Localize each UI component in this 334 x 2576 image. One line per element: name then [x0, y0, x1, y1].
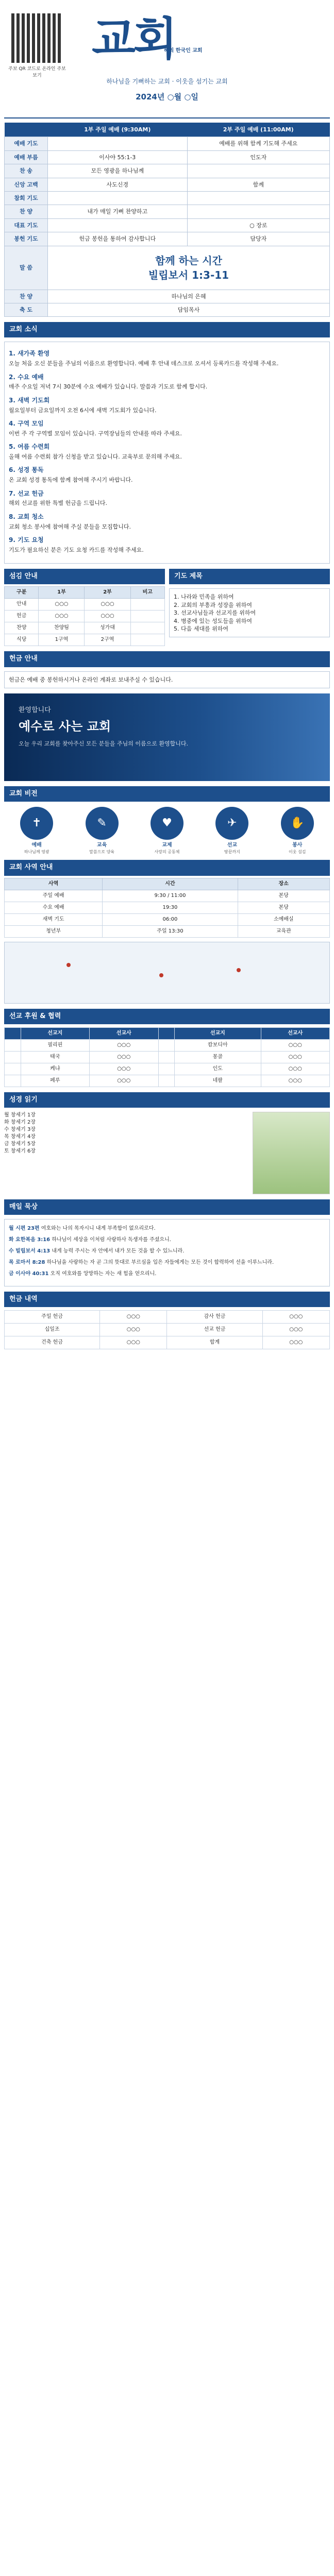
- news-body: 기도가 필요하신 분은 기도 요청 카드를 작성해 주세요.: [9, 546, 144, 553]
- table-cell: 안내: [5, 599, 39, 611]
- bible-reading-item: 목 창세기 4장: [4, 1133, 36, 1140]
- table-cell: 수요 예배: [5, 902, 103, 913]
- worship-item-1: 내가 매일 기뻐 찬양하고: [48, 205, 188, 218]
- table-cell: 페루: [21, 1075, 89, 1087]
- column-header: 사역: [5, 878, 103, 890]
- ministry-table: [4, 878, 330, 938]
- worship-item-2: [187, 205, 329, 218]
- column-header: 선교사: [90, 1027, 158, 1039]
- table-header: [5, 587, 165, 599]
- worship-item-1: [48, 137, 188, 150]
- table-cell: ○○○: [90, 1075, 158, 1087]
- worship-order-table: 1부 주일 예배 (9:30AM) 2부 주일 예배 (11:00AM) 예배 기도 예배를 위해 함께 기도해 주세요 예배 부름 이사야 55:1-3 인도자 찬 송 모든 영광을 하나님께 신앙 고백 사도신경 함께 참회 기도 찬 양 내가 매일 기뻐 찬양하고 대표 기도 ○ 장로 봉헌 기도 헌금 봉헌을 통하여 감사합니다 담당자 말 씀 함께 하는 시간 빌립보서 1:3-11 찬 양 하나님의 은혜 축 도 담임목사: [4, 123, 330, 317]
- table-cell: 합계: [167, 1336, 262, 1349]
- service1-header: 1부 주일 예배 (9:30AM): [48, 123, 188, 137]
- table-cell: ○○○: [261, 1039, 330, 1051]
- worship-row: [5, 137, 330, 150]
- worship-item-2: 담당자: [187, 232, 329, 246]
- worship-item-2: [187, 164, 329, 178]
- table-row: [5, 634, 165, 646]
- worship-item-2: 인도자: [187, 150, 329, 164]
- column-header: 2부: [85, 587, 130, 599]
- news-item: [9, 536, 325, 554]
- news-heading: 1. 새가족 환영: [9, 350, 50, 358]
- table-cell: 교육관: [238, 925, 329, 937]
- news-heading: 9. 기도 요청: [9, 536, 44, 544]
- table-row: [5, 1063, 330, 1075]
- worship-item-label: 신앙 고백: [5, 178, 48, 191]
- table-cell: ○○○: [261, 1063, 330, 1075]
- news-item: [9, 466, 325, 484]
- bible-image: [253, 1112, 330, 1194]
- worship-item-label: 대표 기도: [5, 218, 48, 232]
- table-cell: 9:30 / 11:00: [103, 890, 238, 902]
- table-cell: ○○○: [90, 1063, 158, 1075]
- header: [4, 0, 330, 118]
- worship-item-2: 예배를 위해 함께 기도해 주세요: [187, 137, 329, 150]
- serve-title: 섬김 안내: [4, 569, 165, 584]
- vision-list: [4, 807, 330, 855]
- news-item: [9, 513, 325, 531]
- worship-item-label: 찬 송: [5, 164, 48, 178]
- map-pin-icon: [237, 968, 241, 972]
- table-cell: [158, 1051, 175, 1063]
- table-cell: 19:30: [103, 902, 238, 913]
- table-cell: 본당: [238, 902, 329, 913]
- table-cell: 새벽 기도: [5, 913, 103, 925]
- table-cell: 헌금: [5, 611, 39, 622]
- worship-row: [5, 150, 330, 164]
- table-cell: 식당: [5, 634, 39, 646]
- serve-table: [4, 586, 165, 646]
- table-cell: ○○○: [90, 1051, 158, 1063]
- finance-title: 헌금 내역: [4, 1292, 330, 1307]
- table-cell: 케냐: [21, 1063, 89, 1075]
- vision-desc: 말씀으로 양육: [89, 850, 115, 855]
- vision-title: 교회 비전: [4, 786, 330, 802]
- table-cell: 찬양팀: [39, 622, 85, 634]
- bible-reading-list: [4, 1112, 247, 1194]
- prayer-item: 5. 다음 세대를 위하여: [174, 625, 228, 632]
- prayer-item: 2. 교회의 부흥과 성장을 위하여: [174, 601, 252, 608]
- bible-reading-item: 수 창세기 3장: [4, 1126, 36, 1132]
- vision-desc: 이웃 섬김: [289, 850, 306, 855]
- table-cell: 필리핀: [21, 1039, 89, 1051]
- worship-item-2: ○ 장로: [187, 218, 329, 232]
- table-cell: [5, 1075, 21, 1087]
- news-body: 이번 주 각 구역별 모임이 있습니다. 구역장님들의 안내를 따라 주세요.: [9, 430, 182, 437]
- vision-title: 봉사: [292, 842, 303, 849]
- table-cell: 십일조: [5, 1324, 100, 1336]
- table-row: [5, 1311, 330, 1324]
- service2-header: 2부 주일 예배 (11:00AM): [187, 123, 329, 137]
- table-cell: ○○○: [39, 611, 85, 622]
- news-item: [9, 443, 325, 461]
- news-body: 월요일부터 금요일까지 오전 6시에 새벽 기도회가 있습니다.: [9, 406, 157, 414]
- table-cell: 06:00: [103, 913, 238, 925]
- table-cell: [5, 1063, 21, 1075]
- news-heading: 4. 구역 모임: [9, 420, 44, 428]
- table-row: [5, 890, 330, 902]
- table-row: [5, 902, 330, 913]
- bible-reading-item: 월 창세기 1장: [4, 1112, 36, 1118]
- news-heading: 7. 선교 헌금: [9, 489, 44, 497]
- prayer-item: 3. 선교사님들과 선교지를 위하여: [174, 609, 256, 617]
- worship-item-1: 모든 영광을 하나님께: [48, 164, 188, 178]
- table-cell: ○○○: [100, 1311, 167, 1324]
- vision-desc: 하나님께 영광: [24, 850, 49, 855]
- vision-item: [13, 807, 60, 855]
- column-header: 구분: [5, 587, 39, 599]
- news-item: [9, 373, 325, 391]
- vision-desc: 땅끝까지: [224, 850, 240, 855]
- vision-item: [78, 807, 126, 855]
- table-row: [5, 622, 165, 634]
- worship-row: [5, 232, 330, 246]
- table-cell: 선교 헌금: [167, 1324, 262, 1336]
- column-header: [5, 1027, 21, 1039]
- news-body: 매주 수요일 저녁 7시 30분에 수요 예배가 있습니다. 말씀과 기도로 함께 합시다.: [9, 383, 208, 391]
- column-header: 선교사: [261, 1027, 330, 1039]
- column-header: 시간: [103, 878, 238, 890]
- table-header: [5, 1027, 330, 1039]
- vision-title: 교육: [96, 842, 107, 849]
- table-cell: ○○○: [262, 1336, 329, 1349]
- sermon-label: 말 씀: [5, 246, 48, 290]
- table-cell: ○○○: [39, 599, 85, 611]
- news-item: [9, 419, 325, 437]
- table-cell: 2구역: [85, 634, 130, 646]
- table-cell: ○○○: [100, 1336, 167, 1349]
- table-header: [5, 878, 330, 890]
- qt-title: 매일 묵상: [4, 1199, 330, 1215]
- vision-icon: ✈: [215, 807, 248, 840]
- table-cell: 주일 예배: [5, 890, 103, 902]
- column-header: 비고: [130, 587, 164, 599]
- offering-text: 헌금은 예배 중 봉헌하시거나 온라인 계좌로 보내주실 수 있습니다.: [4, 671, 330, 688]
- vision-icon: ✋: [281, 807, 314, 840]
- vision-item: [143, 807, 191, 855]
- worship-item-1: 이사야 55:1-3: [48, 150, 188, 164]
- news-body: 교회 청소 봉사에 참여해 주실 분들을 모집합니다.: [9, 523, 131, 530]
- vision-item: [208, 807, 256, 855]
- news-item: [9, 396, 325, 414]
- table-cell: ○○○: [261, 1075, 330, 1087]
- worship-item-2: [187, 191, 329, 205]
- ministry-title: 교회 사역 안내: [4, 860, 330, 875]
- table-row: [5, 599, 165, 611]
- news-heading: 6. 성경 통독: [9, 466, 44, 474]
- vision-icon: ✝: [20, 807, 53, 840]
- table-row: [5, 913, 330, 925]
- worship-row: [5, 178, 330, 191]
- table-cell: [130, 599, 164, 611]
- church-motto: 하나님을 기뻐하는 교회 · 이웃을 섬기는 교회: [106, 78, 228, 85]
- bible-reading-item: 토 창세기 6장: [4, 1148, 36, 1154]
- table-cell: 태국: [21, 1051, 89, 1063]
- qt-item: 화 요한복음 3:16 하나님이 세상을 이처럼 사랑하사 독생자를 주셨으니.: [9, 1237, 171, 1243]
- table-cell: ○○○: [85, 599, 130, 611]
- table-cell: [158, 1075, 175, 1087]
- bulletin-date: 2024년 ○월 ○일: [136, 92, 198, 101]
- qt-ref: 화 요한복음 3:16: [9, 1237, 51, 1243]
- bible-reading-item: 금 창세기 5장: [4, 1141, 36, 1147]
- table-cell: 찬양: [5, 622, 39, 634]
- table-cell: 주일 헌금: [5, 1311, 100, 1324]
- table-cell: 본당: [238, 890, 329, 902]
- table-row: [5, 1051, 330, 1063]
- column-header: 선교지: [175, 1027, 261, 1039]
- sermon-title: 함께 하는 시간 빌립보서 1:3-11: [48, 246, 330, 290]
- offering-title: 헌금 안내: [4, 651, 330, 667]
- qt-ref: 금 이사야 40:31: [9, 1271, 49, 1277]
- news-heading: 2. 수요 예배: [9, 373, 44, 381]
- news-heading: 5. 여름 수련회: [9, 443, 50, 451]
- table-cell: 인도: [175, 1063, 261, 1075]
- table-cell: 네팔: [175, 1075, 261, 1087]
- missions-table: [4, 1027, 330, 1087]
- table-cell: [158, 1063, 175, 1075]
- worship-item-label: 봉헌 기도: [5, 232, 48, 246]
- finance-table: [4, 1310, 330, 1349]
- table-cell: 성가대: [85, 622, 130, 634]
- vision-icon: ✎: [86, 807, 119, 840]
- table-cell: 감사 헌금: [167, 1311, 262, 1324]
- map-pin-icon: [66, 963, 71, 967]
- table-cell: [158, 1039, 175, 1051]
- table-cell: 1구역: [39, 634, 85, 646]
- qt-item: 월 시편 23편 여호와는 나의 목자시니 내게 부족함이 없으리로다.: [9, 1226, 156, 1232]
- worship-row: [5, 218, 330, 232]
- prayer-list: [169, 588, 330, 637]
- table-cell: [5, 1039, 21, 1051]
- worship-row: [5, 164, 330, 178]
- news-body: 오늘 처음 오신 분들을 주님의 이름으로 환영합니다. 예배 후 안내 데스크로 오셔서 등록카드를 작성해 주세요.: [9, 360, 279, 367]
- table-cell: 캄보디아: [175, 1039, 261, 1051]
- table-cell: ○○○: [262, 1324, 329, 1336]
- vision-desc: 사랑의 공동체: [154, 850, 180, 855]
- worship-row: [5, 191, 330, 205]
- column-header: 1부: [39, 587, 85, 599]
- table-cell: ○○○: [262, 1311, 329, 1324]
- worship-item-1: [48, 218, 188, 232]
- worship-row: [5, 205, 330, 218]
- table-row: [5, 611, 165, 622]
- table-cell: [130, 611, 164, 622]
- news-body: 해외 선교를 위한 특별 헌금을 드립니다.: [9, 500, 107, 507]
- worship-item-1: [48, 191, 188, 205]
- table-row: [5, 1039, 330, 1051]
- column-header: [158, 1027, 175, 1039]
- logo-subtitle: 해외 한국인 교회: [164, 48, 203, 54]
- table-cell: [5, 1051, 21, 1063]
- table-cell: 건축 헌금: [5, 1336, 100, 1349]
- table-row: [5, 1075, 330, 1087]
- worship-item-label: 예배 부름: [5, 150, 48, 164]
- table-row: [5, 1324, 330, 1336]
- prayer-title: 기도 제목: [169, 569, 330, 584]
- vision-icon: ♥: [151, 807, 183, 840]
- news-heading: 3. 새벽 기도회: [9, 396, 50, 404]
- qt-ref: 수 빌립보서 4:13: [9, 1248, 51, 1255]
- qt-item: 목 로마서 8:28 하나님을 사랑하는 자 곧 그의 뜻대로 부르심을 입은 자들에게는 모든 것이 합력하여 선을 이루느니라.: [9, 1260, 274, 1266]
- welcome-banner: 환영합니다 예수로 사는 교회 오늘 우리 교회를 찾아주신 모든 분들을 주님의 이름으로 환영합니다.: [4, 693, 330, 781]
- news-body: 온 교회 성경 통독에 함께 참여해 주시기 바랍니다.: [9, 477, 133, 484]
- qt-ref: 월 시편 23편: [9, 1226, 40, 1232]
- news-heading: 8. 교회 청소: [9, 513, 44, 520]
- bible-reading-item: 화 창세기 2장: [4, 1119, 36, 1125]
- bible-title: 성경 읽기: [4, 1092, 330, 1108]
- qr-caption: 주보 QR 코드로 온라인 주보 보기: [8, 66, 66, 78]
- column-header: 선교지: [21, 1027, 89, 1039]
- table-cell: ○○○: [90, 1039, 158, 1051]
- worship-item-label: 찬 양: [5, 205, 48, 218]
- qt-list: [4, 1219, 330, 1286]
- vision-title: 교제: [162, 842, 172, 849]
- table-cell: 몽골: [175, 1051, 261, 1063]
- mission-map: [4, 942, 330, 1004]
- prayer-item: 4. 병중에 있는 성도들을 위하여: [174, 617, 252, 624]
- news-list: [4, 342, 330, 564]
- map-pin-icon: [159, 973, 163, 977]
- worship-item-2: 함께: [187, 178, 329, 191]
- column-header: 장소: [238, 878, 329, 890]
- table-cell: ○○○: [100, 1324, 167, 1336]
- qr-code-icon[interactable]: [11, 13, 61, 63]
- table-row: [5, 925, 330, 937]
- qt-item: 수 빌립보서 4:13 내게 능력 주시는 자 안에서 내가 모든 것을 할 수 있느니라.: [9, 1248, 185, 1255]
- worship-item-1: 사도신경: [48, 178, 188, 191]
- church-logo: [92, 10, 262, 72]
- table-cell: 주일 13:30: [103, 925, 238, 937]
- vision-title: 예배: [31, 842, 42, 849]
- table-cell: [130, 634, 164, 646]
- qt-item: 금 이사야 40:31 오직 여호와를 앙망하는 자는 새 힘을 얻으리니.: [9, 1271, 157, 1277]
- qt-ref: 목 로마서 8:28: [9, 1260, 45, 1266]
- prayer-item: 1. 나라와 민족을 위하여: [174, 594, 234, 601]
- news-body: 올해 여름 수련회 참가 신청을 받고 있습니다. 교육부로 문의해 주세요.: [9, 453, 182, 461]
- news-item: [9, 349, 325, 367]
- worship-item-1: 헌금 봉헌을 통하여 감사합니다: [48, 232, 188, 246]
- news-title: 교회 소식: [4, 322, 330, 337]
- logo-mark: 교회: [92, 12, 176, 65]
- table-cell: [130, 622, 164, 634]
- table-cell: 소예배실: [238, 913, 329, 925]
- missions-title: 선교 후원 & 협력: [4, 1009, 330, 1024]
- worship-item-label: 예배 기도: [5, 137, 48, 150]
- worship-item-label: 참회 기도: [5, 191, 48, 205]
- table-cell: ○○○: [261, 1051, 330, 1063]
- vision-title: 선교: [227, 842, 238, 849]
- table-row: [5, 1336, 330, 1349]
- news-item: [9, 489, 325, 507]
- table-cell: 청년부: [5, 925, 103, 937]
- table-cell: ○○○: [85, 611, 130, 622]
- vision-item: [274, 807, 321, 855]
